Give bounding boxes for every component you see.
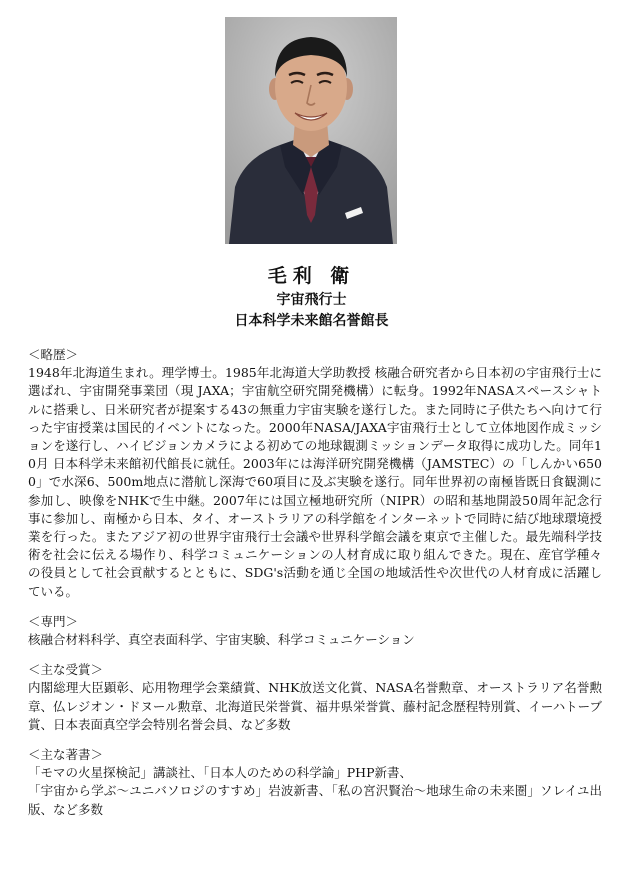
awards-text: 内閣総理大臣顕彰、応用物理学会業績賞、NHK放送文化賞、NASA名誉勲章、オーストラリア名誉勲章、仏レジオン・ドヌール勲章、北海道民栄誉賞、福井県栄誉賞、藤村記念歴程特別賞、イーハトーブ賞、日本表面真空学会特別名誉会員、など多数 (28, 680, 602, 732)
books-line-1: 「モマの火星探検記」講談社、「日本人のための科学論」PHP新書、 (28, 765, 412, 781)
specialty-heading: ＜専門＞ (28, 613, 79, 629)
career-text: 1948年北海道生まれ。理学博士。1985年北海道大学助教授 核融合研究者から日本初の宇宙飛行士に選ばれ、宇宙開発事業団（現 JAXA；宇宙航空研究開発機構）に転身。1992年NASAスペースシャトルに搭乗し、日米研究者が提案する43の無重力宇宙実験を遂行した。また同時に子供たちへ向けて行った宇宙授業は国民的イベントになった。2000年NASA/JAXA宇宙飛行士として立体地図作成ミッションを遂行し、ハイビジョンカメラによる初めての地球観測ミッションデータ取得に成功した。同年10月 日本科学未来館初代館長に就任。2003年には海洋研究開発機構（JAMSTEC）の「しんかい6500」で水深6、500m地点に潜航し深海で60項目に及ぶ実験を遂行。同年世界初の南極皆既日食観測に参加し、映像をNHKで生中継。2007年には国立極地研究所（NIPR）の昭和基地開設50周年記念行事に参加し、南極から日本、タイ、オーストラリアの科学館をインターネットで同時に結び地球環境授業を行った。またアジア初の世界宇宙飛行士会議や世界科学館会議を東京で主催した。最先端科学技術を社会に伝える場作り、科学コミュニケーションの人材育成に取り組んできた。現在、産官学種々の役員として社会貢献するとともに、SDG's活動を通じ全国の地域活性や次世代の人材育成に活躍している。 (28, 365, 602, 599)
awards-heading: ＜主な受賞＞ (28, 662, 104, 678)
person-title: 宇宙飛行士 (276, 292, 347, 308)
person-name: 毛利 衛 (267, 265, 356, 287)
biography-content (28, 346, 602, 831)
specialty-text: 核融合材料科学、真空表面科学、宇宙実験、科学コミュニケーション (28, 632, 415, 648)
career-section (28, 346, 602, 601)
books-line-2: 「宇宙から学ぶ～ユニバソロジのすすめ」岩波新書、「私の宮沢賢治～地球生命の未来圏」ソレイユ出版、など多数 (28, 783, 602, 817)
person-position: 日本科学未来館名誉館長 (234, 313, 389, 329)
awards-section (28, 661, 602, 734)
portrait-photo-icon (225, 17, 397, 244)
books-heading: ＜主な著書＞ (28, 747, 104, 763)
books-section (28, 746, 602, 819)
specialty-section (28, 613, 602, 649)
career-heading: ＜略歴＞ (28, 347, 79, 362)
portrait-photo (225, 17, 397, 244)
